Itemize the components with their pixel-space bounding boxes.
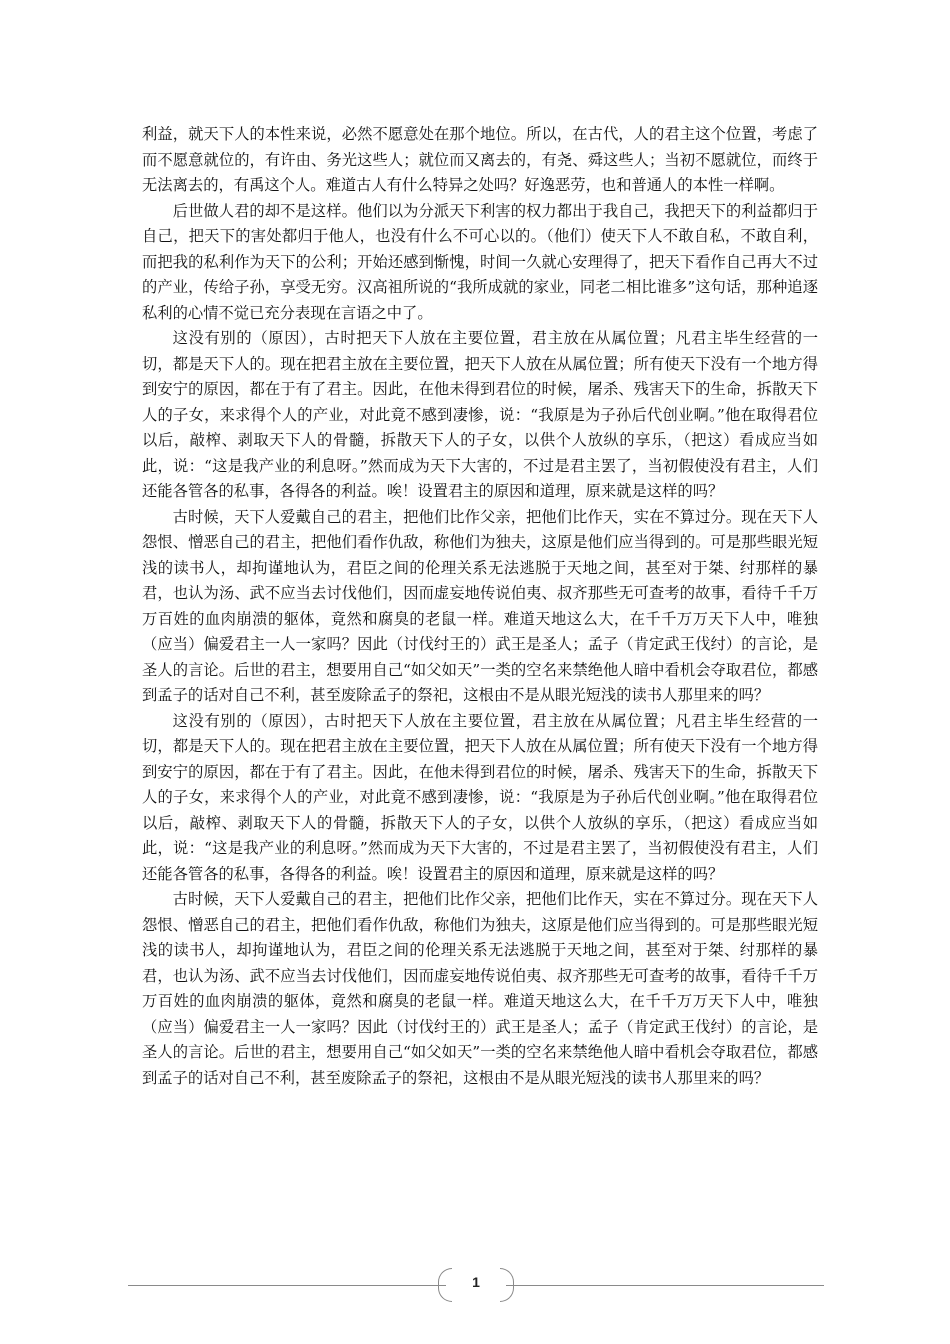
paragraph-2: 后世做人君的却不是这样。他们以为分派天下利害的权力都出于我自己，我把天下的利益都归于自己，把天下的害处都归于他人，也没有什么不可心以的。（他们）使天下人不敢自私，不敢自利，而把我的私利作为天下的公利；开始还感到惭愧，时间一久就心安理得了，把天下看作自己再大不过的产业，传给子孙，享受无穷。汉高祖所说的“我所成就的家业，同老二相比谁多”这句话，那种追逐私利的心情不觉已充分表现在言语之中了。 (142, 201, 818, 322)
page-footer (128, 1266, 824, 1306)
paragraph-1: 利益，就天下人的本性来说，必然不愿意处在那个地位。所以，在古代，人的君主这个位置，考虑了而不愿意就位的，有许由、务光这些人；就位而又离去的，有尧、舜这些人；当初不愿就位，而终于无法离去的，有禹这个人。难道古人有什么特异之处吗？好逸恶劳，也和普通人的本性一样啊。 (142, 125, 818, 194)
footer-rule-left (128, 1285, 446, 1286)
footer-bracket-left (438, 1268, 452, 1302)
footer-rule-right (506, 1285, 824, 1286)
paragraph-5: 这没有别的（原因），古时把天下人放在主要位置，君主放在从属位置；凡君主毕生经营的一切，都是天下人的。现在把君主放在主要位置，把天下人放在从属位置；所有使天下没有一个地方得到安宁的原因，都在于有了君主。因此，在他未得到君位的时候，屠杀、残害天下的生命，拆散天下人的子女，来求得个人的产业，对此竟不感到凄惨，说：“我原是为子孙后代创业啊。”他在取得君位以后，敲榨、剥取天下人的骨髓，拆散天下人的子女，以供个人放纵的享乐，（把这）看成应当如此，说：“这是我产业的利息呀。”然而成为天下大害的，不过是君主罢了，当初假使没有君主，人们还能各管各的私事，各得各的利益。唉！设置君主的原因和道理，原来就是这样的吗？ (142, 711, 818, 883)
paragraph-3: 这没有别的（原因），古时把天下人放在主要位置，君主放在从属位置；凡君主毕生经营的一切，都是天下人的。现在把君主放在主要位置，把天下人放在从属位置；所有使天下没有一个地方得到安宁的原因，都在于有了君主。因此，在他未得到君位的时候，屠杀、残害天下的生命，拆散天下人的子女，来求得个人的产业，对此竟不感到凄惨，说：“我原是为子孙后代创业啊。”他在取得君位以后，敲榨、剥取天下人的骨髓，拆散天下人的子女，以供个人放纵的享乐，（把这）看成应当如此，说：“这是我产业的利息呀。”然而成为天下大害的，不过是君主罢了，当初假使没有君主，人们还能各管各的私事，各得各的利益。唉！设置君主的原因和道理，原来就是这样的吗？ (142, 329, 818, 500)
paragraph-6: 古时候，天下人爱戴自己的君主，把他们比作父亲，把他们比作天，实在不算过分。现在天下人怨恨、憎恶自己的君主，把他们看作仇敌，称他们为独夫，这原是他们应当得到的。可是那些眼光短浅的读书人，却拘谨地认为，君臣之间的伦理关系无法逃脱于天地之间，甚至对于桀、纣那样的暴君，也认为汤、武不应当去讨伐他们，因而虚妄地传说伯夷、叔齐那些无可查考的故事，看待千千万万百姓的血肉崩溃的躯体，竟然和腐臭的老鼠一样。难道天地这么大，在千千万万天下人中，唯独（应当）偏爱君主一人一家吗？因此（讨伐纣王的）武王是圣人；孟子（肯定武王伐纣）的言论，是圣人的言论。后世的君主，想要用自己“如父如天”一类的空名来禁绝他人暗中看机会夺取君位，都感到孟子的话对自己不利，甚至废除孟子的祭祀，这根由不是从眼光短浅的读书人那里来的吗？ (142, 890, 818, 1087)
document-body (142, 122, 818, 1091)
page-number: 1 (472, 1274, 480, 1290)
paragraph-4: 古时候，天下人爱戴自己的君主，把他们比作父亲，把他们比作天，实在不算过分。现在天下人怨恨、憎恶自己的君主，把他们看作仇敌，称他们为独夫，这原是他们应当得到的。可是那些眼光短浅的读书人，却拘谨地认为，君臣之间的伦理关系无法逃脱于天地之间，甚至对于桀、纣那样的暴君，也认为汤、武不应当去讨伐他们，因而虚妄地传说伯夷、叔齐那些无可查考的故事，看待千千万万百姓的血肉崩溃的躯体，竟然和腐臭的老鼠一样。难道天地这么大，在千千万万天下人中，唯独（应当）偏爱君主一人一家吗？因此（讨伐纣王的）武王是圣人；孟子（肯定武王伐纣）的言论，是圣人的言论。后世的君主，想要用自己“如父如天”一类的空名来禁绝他人暗中看机会夺取君位，都感到孟子的话对自己不利，甚至废除孟子的祭祀，这根由不是从眼光短浅的读书人那里来的吗？ (142, 507, 818, 704)
